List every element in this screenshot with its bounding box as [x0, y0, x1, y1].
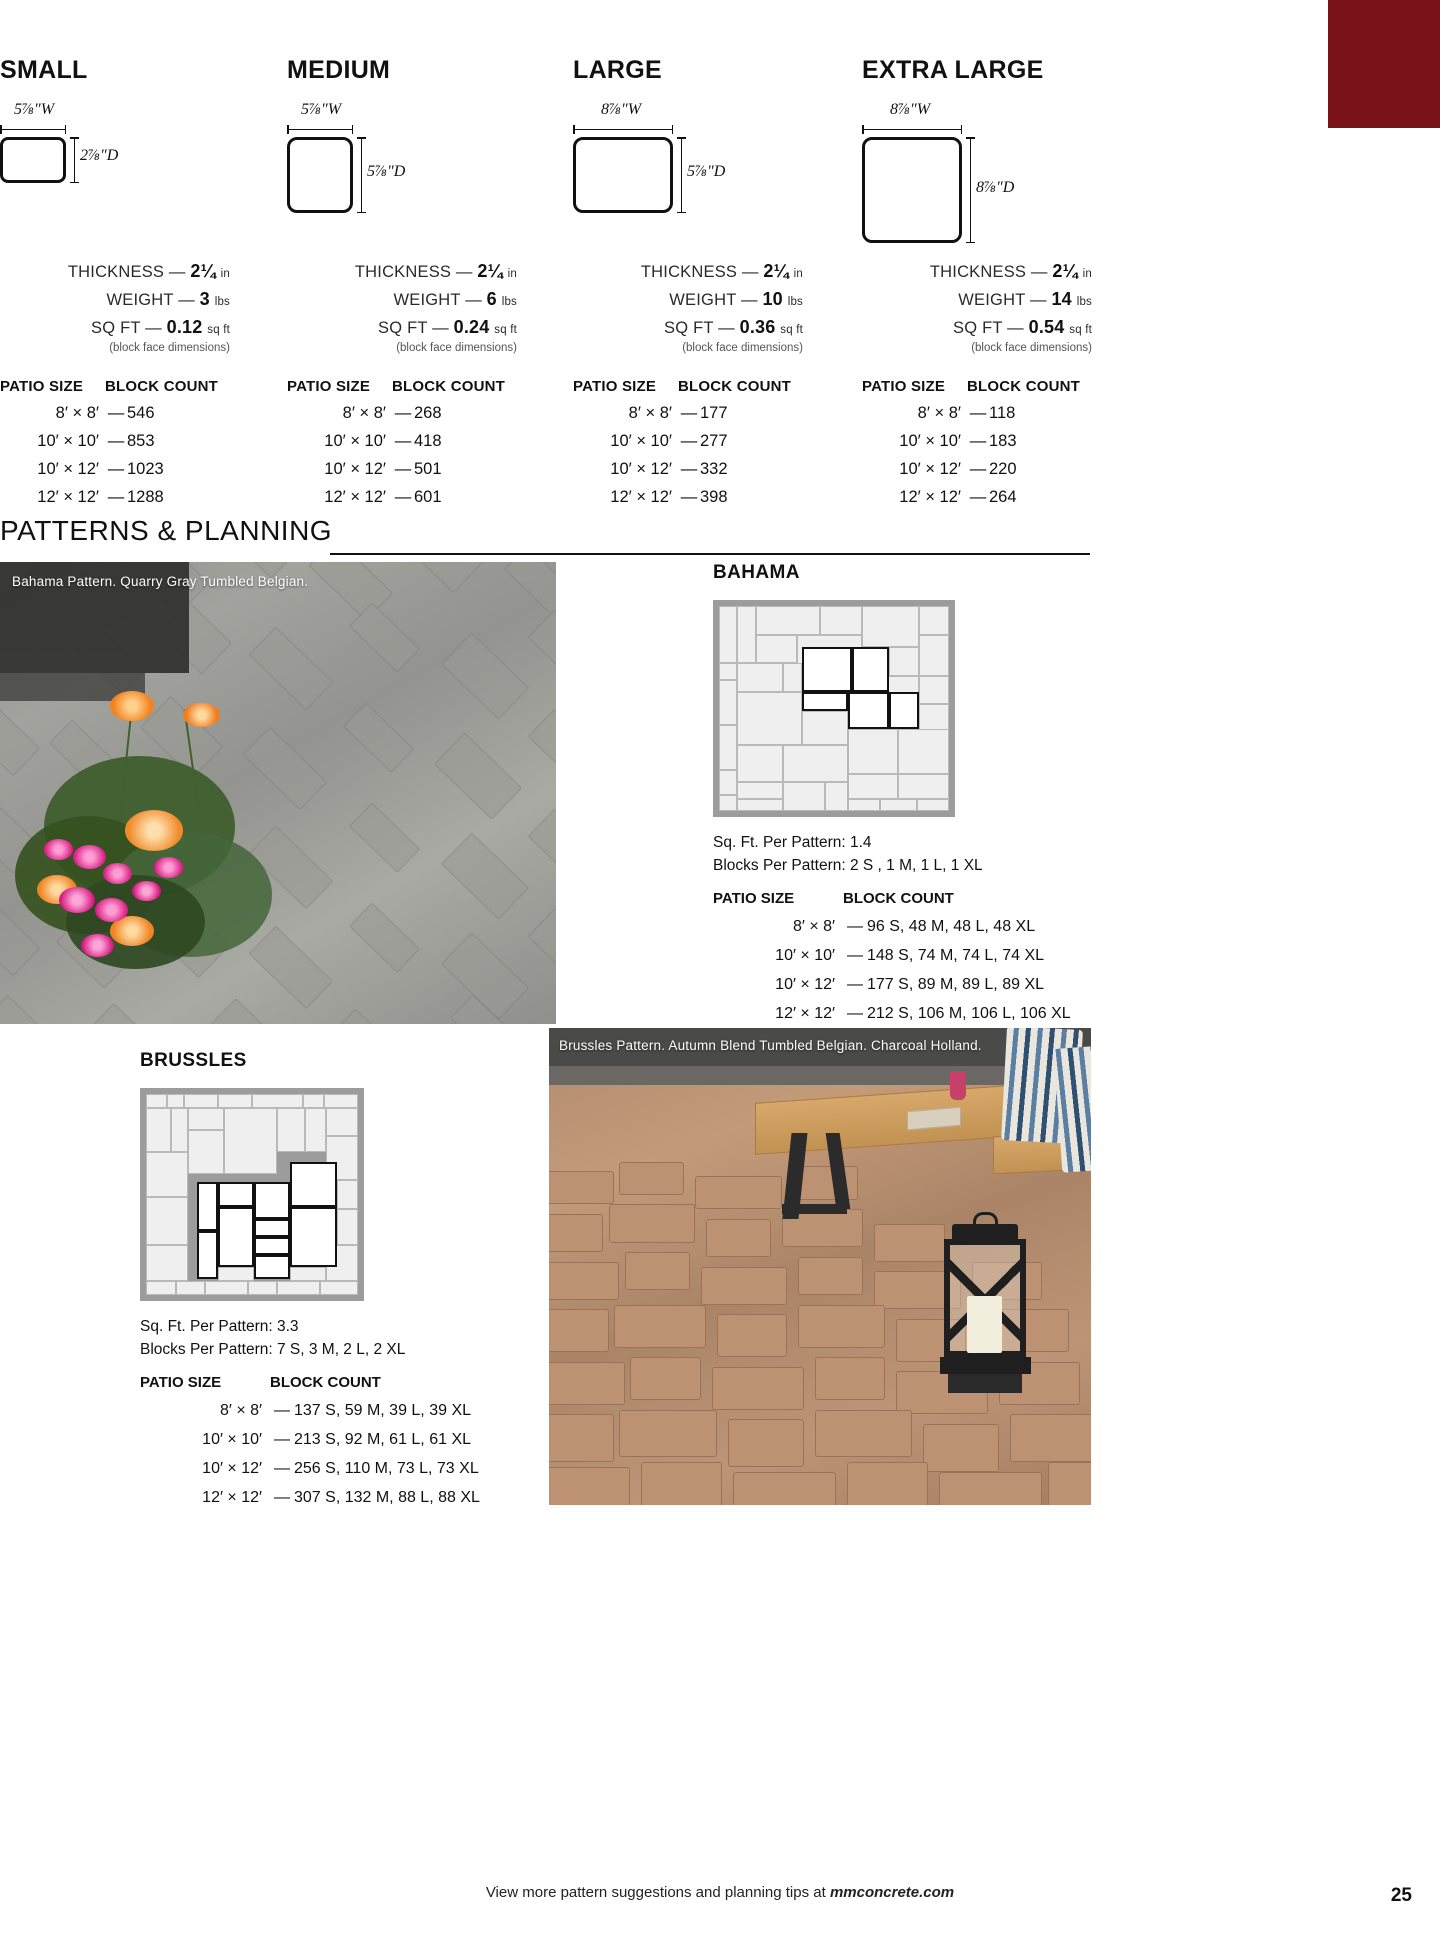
page-footer — [0, 1884, 1440, 1901]
sqft-value: 0.36 — [739, 317, 776, 337]
thickness-spec: THICKNESS — 2¼ in — [640, 261, 803, 281]
cell-dash: — — [969, 404, 987, 422]
cell-dash: — — [394, 488, 412, 506]
header-block-count: BLOCK COUNT — [105, 378, 219, 395]
footer-website-link[interactable]: mmconcrete.com — [829, 1884, 955, 1901]
cell-patio-size: 12′ × 12′ — [610, 488, 672, 506]
cell-dash: — — [274, 1430, 290, 1448]
weight-label: WEIGHT — [958, 291, 1026, 309]
cell-dash: — — [107, 404, 125, 422]
cell-patio-size: 8′ × 8′ — [628, 404, 672, 422]
width-dimension-bar — [0, 129, 66, 130]
table-row — [862, 460, 1097, 479]
cell-dash: — — [107, 432, 125, 450]
cell-block-count: 418 — [414, 432, 442, 450]
cell-dash: — — [847, 917, 863, 935]
depth-dimension-bar — [681, 137, 682, 213]
block-shape — [573, 137, 673, 213]
photo-caption-bahama: Bahama Pattern. Quarry Gray Tumbled Belgian. — [12, 574, 309, 589]
footer-text: View more pattern suggestions and planning tips at — [485, 1884, 830, 1901]
weight-unit: lbs — [787, 296, 803, 308]
table-row — [573, 460, 808, 479]
size-column-extra-large — [862, 56, 1152, 516]
cell-dash: — — [274, 1488, 290, 1506]
weight-label: WEIGHT — [106, 291, 174, 309]
cell-patio-size: 10′ × 12′ — [610, 460, 672, 478]
plant-graphic — [0, 691, 367, 987]
block-diagram-extra-large — [862, 101, 1152, 261]
spec-list — [573, 261, 803, 354]
header-patio-size: PATIO SIZE — [862, 378, 946, 395]
size-title: EXTRA LARGE — [862, 56, 1044, 84]
thickness-value: 2¼ — [763, 261, 789, 281]
cell-block-count: 220 — [989, 460, 1017, 478]
cell-patio-size: 12′ × 12′ — [775, 1004, 835, 1022]
weight-value: 6 — [486, 289, 497, 309]
cell-block-count: 268 — [414, 404, 442, 422]
weight-unit: lbs — [214, 296, 230, 308]
cell-dash: — — [847, 975, 863, 993]
table-row — [0, 404, 235, 423]
section-heading: PATTERNS & PLANNING — [0, 515, 333, 546]
table-row — [0, 460, 235, 479]
pattern-tiles — [146, 1094, 358, 1295]
page-number: 25 — [1390, 1885, 1412, 1906]
sqft-value: 0.24 — [453, 317, 490, 337]
sqft-value: 0.54 — [1028, 317, 1065, 337]
thickness-value: 2¼ — [190, 261, 216, 281]
width-label: 5⅞"W — [301, 101, 342, 118]
cell-patio-size: 8′ × 8′ — [342, 404, 386, 422]
sqft-unit: sq ft — [1069, 324, 1092, 336]
header-block-count: BLOCK COUNT — [678, 378, 792, 395]
width-label: 8⅞"W — [601, 101, 642, 118]
cell-block-count: 601 — [414, 488, 442, 506]
cell-block-count: 1023 — [127, 460, 164, 478]
thickness-value: 2¼ — [1052, 261, 1078, 281]
cell-dash: — — [394, 432, 412, 450]
cell-patio-size: 12′ × 12′ — [324, 488, 386, 506]
cell-patio-size: 12′ × 12′ — [37, 488, 99, 506]
cell-patio-size: 8′ × 8′ — [219, 1401, 262, 1419]
thickness-label: THICKNESS — [67, 263, 165, 281]
cell-block-count: 546 — [127, 404, 155, 422]
header-patio-size: PATIO SIZE — [713, 889, 795, 907]
weight-value: 10 — [762, 289, 783, 309]
sqft-label: SQ FT — [378, 319, 428, 337]
cell-block-count: 177 — [700, 404, 728, 422]
thickness-spec: THICKNESS — 2¼ in — [354, 261, 517, 281]
weight-value: 14 — [1051, 289, 1072, 309]
cell-dash: — — [680, 432, 698, 450]
size-title: LARGE — [573, 56, 662, 84]
thickness-unit: in — [507, 268, 517, 280]
pattern-count-table-brussles — [140, 1374, 540, 1507]
thickness-label: THICKNESS — [354, 263, 452, 281]
thickness-label: THICKNESS — [929, 263, 1027, 281]
cell-block-count: 212 S, 106 M, 106 L, 106 XL — [867, 1004, 1071, 1022]
table-row — [287, 404, 522, 423]
sqft-label: SQ FT — [953, 319, 1003, 337]
cell-dash: — — [107, 488, 125, 506]
depth-label: 8⅞"D — [976, 179, 1015, 196]
depth-dimension-bar — [970, 137, 971, 243]
table-row — [713, 1005, 1113, 1023]
cell-patio-size: 10′ × 10′ — [37, 432, 99, 450]
width-dimension-bar — [573, 129, 673, 130]
blocks-per-pattern: Blocks Per Pattern: 2 S , 1 M, 1 L, 1 XL — [713, 857, 983, 875]
depth-dimension-bar — [74, 137, 75, 183]
pattern-count-table-bahama — [713, 890, 1113, 1023]
sqft-spec: SQ FT — 0.12 sq ft — [91, 317, 230, 337]
cell-block-count: 148 S, 74 M, 74 L, 74 XL — [867, 946, 1045, 964]
cell-block-count: 332 — [700, 460, 728, 478]
depth-label: 5⅞"D — [687, 163, 726, 180]
thickness-unit: in — [793, 268, 803, 280]
header-block-count: BLOCK COUNT — [967, 378, 1081, 395]
table-row — [287, 432, 522, 451]
cell-patio-size: 10′ × 10′ — [899, 432, 961, 450]
block-diagram-medium — [287, 101, 577, 261]
depth-label: 2⅞"D — [80, 147, 119, 164]
lantern — [934, 1224, 1037, 1415]
cell-patio-size: 12′ × 12′ — [202, 1488, 262, 1506]
cell-block-count: 307 S, 132 M, 88 L, 88 XL — [294, 1488, 480, 1506]
pattern-diagram-brussles — [140, 1088, 364, 1301]
cell-patio-size: 10′ × 10′ — [610, 432, 672, 450]
section-divider — [330, 553, 1090, 555]
table-row — [0, 432, 235, 451]
table-row — [713, 918, 1113, 936]
cell-block-count: 853 — [127, 432, 155, 450]
cell-patio-size: 10′ × 10′ — [324, 432, 386, 450]
width-dimension-bar — [862, 129, 962, 130]
sqft-label: SQ FT — [664, 319, 714, 337]
cell-dash: — — [847, 946, 863, 964]
header-patio-size: PATIO SIZE — [573, 378, 657, 395]
sqft-unit: sq ft — [494, 324, 517, 336]
size-column-small — [0, 56, 290, 516]
block-shape — [0, 137, 66, 183]
cell-patio-size: 8′ × 8′ — [792, 917, 835, 935]
weight-spec: WEIGHT — 14 lbs — [958, 289, 1092, 309]
cell-block-count: 398 — [700, 488, 728, 506]
thickness-label: THICKNESS — [640, 263, 738, 281]
weight-value: 3 — [199, 289, 210, 309]
table-row — [862, 488, 1097, 507]
spec-note: (block face dimensions) — [971, 342, 1092, 354]
patio-count-table-medium — [287, 378, 522, 507]
thickness-spec: THICKNESS — 2¼ in — [929, 261, 1092, 281]
cell-block-count: 501 — [414, 460, 442, 478]
cell-patio-size: 10′ × 12′ — [37, 460, 99, 478]
size-column-large — [573, 56, 863, 516]
pattern-meta-brussles — [140, 1315, 560, 1362]
pattern-title: BAHAMA — [713, 562, 800, 583]
photo-caption-brussles: Brussles Pattern. Autumn Blend Tumbled Belgian. Charcoal Holland. — [559, 1038, 982, 1053]
patio-count-table-large — [573, 378, 808, 507]
cell-block-count: 264 — [989, 488, 1017, 506]
cell-patio-size: 10′ × 12′ — [202, 1459, 262, 1477]
cell-patio-size: 8′ × 8′ — [917, 404, 961, 422]
block-shape — [287, 137, 353, 213]
block-shape — [862, 137, 962, 243]
block-diagram-small — [0, 101, 290, 261]
weight-label: WEIGHT — [669, 291, 737, 309]
weight-spec: WEIGHT — 6 lbs — [393, 289, 517, 309]
table-row — [287, 488, 522, 507]
width-label: 5⅞"W — [14, 101, 55, 118]
spec-note: (block face dimensions) — [109, 342, 230, 354]
cell-patio-size: 10′ × 12′ — [899, 460, 961, 478]
drink-glass — [950, 1071, 966, 1100]
cell-block-count: 137 S, 59 M, 39 L, 39 XL — [294, 1401, 472, 1419]
width-dimension-bar — [287, 129, 353, 130]
block-size-specs — [0, 56, 1100, 506]
pattern-block-brussles — [140, 1050, 560, 1518]
sqft-spec: SQ FT — 0.24 sq ft — [378, 317, 517, 337]
depth-label: 5⅞"D — [367, 163, 406, 180]
patio-count-table-small — [0, 378, 235, 507]
bench-foot — [782, 1204, 847, 1214]
pattern-title: BRUSSLES — [140, 1050, 247, 1071]
table-row — [0, 488, 235, 507]
cell-patio-size: 10′ × 10′ — [202, 1430, 262, 1448]
size-column-medium — [287, 56, 577, 516]
table-row — [862, 404, 1097, 423]
sqft-per-pattern: Sq. Ft. Per Pattern: 1.4 — [713, 834, 872, 851]
sqft-spec: SQ FT — 0.36 sq ft — [664, 317, 803, 337]
weight-unit: lbs — [501, 296, 517, 308]
thickness-unit: in — [220, 268, 230, 280]
photo-bahama-pattern — [0, 562, 556, 1024]
weight-unit: lbs — [1076, 296, 1092, 308]
cell-block-count: 213 S, 92 M, 61 L, 61 XL — [294, 1430, 472, 1448]
table-row — [287, 460, 522, 479]
pattern-tiles — [719, 606, 949, 811]
sqft-unit: sq ft — [207, 324, 230, 336]
cell-dash: — — [680, 404, 698, 422]
table-row — [140, 1489, 540, 1507]
sqft-per-pattern: Sq. Ft. Per Pattern: 3.3 — [140, 1318, 299, 1335]
thickness-unit: in — [1082, 268, 1092, 280]
cell-dash: — — [394, 404, 412, 422]
cell-patio-size: 10′ × 10′ — [775, 946, 835, 964]
table-row — [573, 404, 808, 423]
table-header — [713, 890, 1113, 907]
spec-list — [862, 261, 1092, 354]
spec-note: (block face dimensions) — [682, 342, 803, 354]
sqft-value: 0.12 — [166, 317, 203, 337]
header-patio-size: PATIO SIZE — [140, 1373, 222, 1391]
patio-count-table-extra-large — [862, 378, 1097, 507]
cell-dash: — — [847, 1004, 863, 1022]
table-header — [140, 1374, 540, 1391]
page-corner-tab — [1328, 0, 1440, 128]
header-block-count: BLOCK COUNT — [843, 889, 954, 907]
width-label: 8⅞"W — [890, 101, 931, 118]
cell-patio-size: 10′ × 12′ — [775, 975, 835, 993]
weight-label: WEIGHT — [393, 291, 461, 309]
thickness-value: 2¼ — [477, 261, 503, 281]
depth-dimension-bar — [361, 137, 362, 213]
table-row — [573, 488, 808, 507]
header-block-count: BLOCK COUNT — [392, 378, 506, 395]
cell-dash: — — [969, 488, 987, 506]
cell-block-count: 177 S, 89 M, 89 L, 89 XL — [867, 975, 1045, 993]
pattern-diagram-bahama — [713, 600, 955, 817]
cell-patio-size: 12′ × 12′ — [899, 488, 961, 506]
spec-list — [0, 261, 230, 354]
header-patio-size: PATIO SIZE — [0, 378, 84, 395]
cell-dash: — — [969, 460, 987, 478]
cell-block-count: 183 — [989, 432, 1017, 450]
weight-spec: WEIGHT — 3 lbs — [106, 289, 230, 309]
table-header — [287, 378, 522, 395]
cell-dash: — — [680, 488, 698, 506]
thickness-spec: THICKNESS — 2¼ in — [67, 261, 230, 281]
photo-brussles-pattern — [549, 1028, 1091, 1505]
weight-spec: WEIGHT — 10 lbs — [669, 289, 803, 309]
header-patio-size: PATIO SIZE — [287, 378, 371, 395]
cell-block-count: 277 — [700, 432, 728, 450]
cell-dash: — — [274, 1401, 290, 1419]
table-row — [713, 947, 1113, 965]
cell-block-count: 96 S, 48 M, 48 L, 48 XL — [867, 917, 1036, 935]
spec-note: (block face dimensions) — [396, 342, 517, 354]
cell-block-count: 1288 — [127, 488, 164, 506]
pattern-block-bahama — [713, 562, 1133, 1034]
cell-dash: — — [107, 460, 125, 478]
cell-dash: — — [680, 460, 698, 478]
sqft-label: SQ FT — [91, 319, 141, 337]
table-header — [573, 378, 808, 395]
cell-patio-size: 8′ × 8′ — [55, 404, 99, 422]
table-row — [573, 432, 808, 451]
sqft-spec: SQ FT — 0.54 sq ft — [953, 317, 1092, 337]
spec-list — [287, 261, 517, 354]
table-row — [862, 432, 1097, 451]
table-header — [0, 378, 235, 395]
table-row — [713, 976, 1113, 994]
cell-patio-size: 10′ × 12′ — [324, 460, 386, 478]
blocks-per-pattern: Blocks Per Pattern: 7 S, 3 M, 2 L, 2 XL — [140, 1341, 406, 1359]
size-title: SMALL — [0, 56, 88, 84]
cell-block-count: 256 S, 110 M, 73 L, 73 XL — [294, 1459, 479, 1477]
table-row — [140, 1431, 540, 1449]
cell-block-count: 118 — [989, 404, 1016, 422]
size-title: MEDIUM — [287, 56, 391, 84]
block-diagram-large — [573, 101, 863, 261]
cell-dash: — — [394, 460, 412, 478]
sqft-unit: sq ft — [780, 324, 803, 336]
cell-dash: — — [969, 432, 987, 450]
pattern-meta-bahama — [713, 831, 1133, 878]
header-block-count: BLOCK COUNT — [270, 1373, 381, 1391]
table-row — [140, 1402, 540, 1420]
table-row — [140, 1460, 540, 1478]
cell-dash: — — [274, 1459, 290, 1477]
table-header — [862, 378, 1097, 395]
